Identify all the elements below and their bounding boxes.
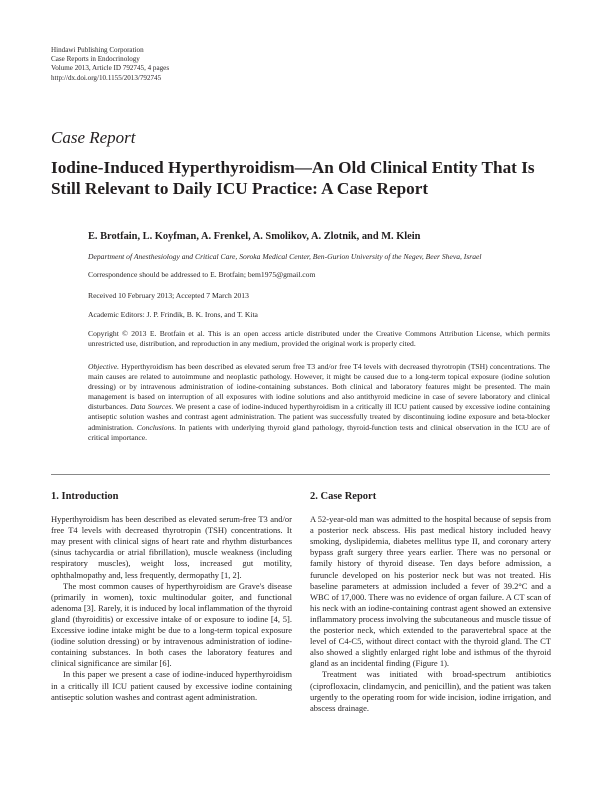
case-report-column — [310, 491, 551, 714]
introduction-heading: 1. Introduction — [51, 491, 119, 502]
article-type: Case Report — [51, 128, 136, 147]
doi-link[interactable]: http://dx.doi.org/10.1155/2013/792745 — [51, 73, 162, 82]
abstract-conclusions: In patients with underlying thyroid gland pathology, thyroid-function tests and clinical observation in the ICU are of critical importance. — [88, 422, 550, 442]
article-title: Iodine-Induced Hyperthyroidism—An Old Clinical Entity That Is Still Relevant to Daily ICU Practice: A Case Report — [51, 158, 535, 198]
section-divider — [51, 474, 550, 475]
publisher-name: Hindawi Publishing Corporation — [51, 46, 144, 54]
affiliation: Department of Anesthesiology and Critical Care, Soroka Medical Center, Ben-Gurion University of the Negev, Beer Sheva, Israel — [88, 252, 482, 261]
journal-name: Case Reports in Endocrinology — [51, 55, 140, 64]
introduction-column — [51, 491, 292, 703]
abstract-sources: We present a case of iodine-induced hyperthyroidism in a critically ill ICU patient caused by excessive iodine containing antiseptic solution washes and contrast agent administration. The patient was successfully treated by discontinuing iodine exposure and beta-blocker administration. — [88, 402, 551, 432]
copyright-notice: Copyright © 2013 E. Brotfain et al. This is an open access article distributed under the Creative Commons Attribution License, which permits unrestricted use, distribution, and reproduction in any medium, provided the original work is properly cited. — [88, 329, 550, 349]
case-paragraph-1: A 52-year-old man was admitted to the hospital because of sepsis from a posterior neck abscess. His past medical history included heavy smoking, dyslipidemia, diabetes mellitus type II, and coronary artery bypass graft surgery three years earlier. There was no personal or family history of thyroid disease. Ten days before admission, a furuncle developed on his posterior neck but was not treated. His baseline parameters at admission included a fever of 39.2°C and a WBC of 17,000. There was no evidence of organ failure. A CT scan of his neck with an iodine-containing contrast agent showed an extensive inflammatory process involving the subcutaneous and muscle tissue of the posterior neck, which extended to the paravertebral space at the level of C4-C5, without direct contact with the thyroid gland. The CT also showed a slightly enlarged right lobe and isthmus of the thyroid gland as an incidental finding (Figure 1). — [310, 514, 551, 669]
abstract-conclusions-label: Conclusions. — [136, 422, 177, 432]
intro-paragraph-2: The most common causes of hyperthyroidism are Grave's disease (primarily in women), toxic multinodular goiter, and functional adenoma [3]. Rarely, it is induced by local inflammation of the thyroid gland (thyroiditis) or excessive intake of or exposure to iodine [4, 5]. Excessive iodine intake might be due to a long-term topical exposure (iodine solution dressing) or by intravenous administration of iodine-containing substances. In both cases the laboratory features and clinical significance are similar [6]. — [51, 580, 292, 669]
abstract — [88, 362, 550, 443]
received-accepted-dates: Received 10 February 2013; Accepted 7 March 2013 — [88, 291, 249, 300]
intro-paragraph-3: In this paper we present a case of iodine-induced hyperthyroidism in a critically ill ICU patient caused by excessive iodine containing antiseptic solution washes and contrast agent administration. — [51, 669, 292, 702]
correspondence: Correspondence should be addressed to E. Brotfain; bem1975@gmail.com — [88, 270, 316, 279]
abstract-sources-label: Data Sources. — [130, 402, 174, 412]
case-paragraph-2: Treatment was initiated with broad-spectrum antibiotics (ciprofloxacin, clindamycin, and penicillin), and the patient was taken urgently to the operating room for wide incision, iodine irrigation, and abscess drainage. — [310, 669, 551, 713]
publisher-header — [51, 46, 169, 83]
academic-editors: Academic Editors: J. P. Frindik, B. K. Irons, and T. Kita — [88, 310, 258, 319]
abstract-objective: Hyperthyroidism has been described as elevated serum free T3 and/or free T4 levels with decreased thyrotropin (TSH) concentrations. The main causes are related to autoimmune and neoplastic pathology. However, it might be caused due to a long-term topical exposure (iodine solution dressing) or by intravenous administration of iodine-containing substances. Both clinical and laboratory features might be presented. The main management is based on interruption of all exposures with iodine solutions and also antithyroid medicine in case of severe laboratory and clinical disturbances. — [88, 362, 550, 412]
author-list: E. Brotfain, L. Koyfman, A. Frenkel, A. Smolikov, A. Zlotnik, and M. Klein — [88, 231, 421, 242]
volume-info: Volume 2013, Article ID 792745, 4 pages — [51, 64, 170, 73]
case-report-heading: 2. Case Report — [310, 491, 377, 502]
intro-paragraph-1: Hyperthyroidism has been described as elevated serum-free T3 and/or free T4 levels with decreased thyrotropin (TSH) concentrations. It may present with clinical signs of heart rate and rhythm disturbances (sinus tachycardia or atrial fibrillation), muscle weakness (including respiratory muscles), weight loss, increased gut motility, ophthalmopathy and, less frequently, dermopathy [1, 2]. — [51, 514, 292, 580]
abstract-objective-label: Objective. — [88, 362, 119, 371]
